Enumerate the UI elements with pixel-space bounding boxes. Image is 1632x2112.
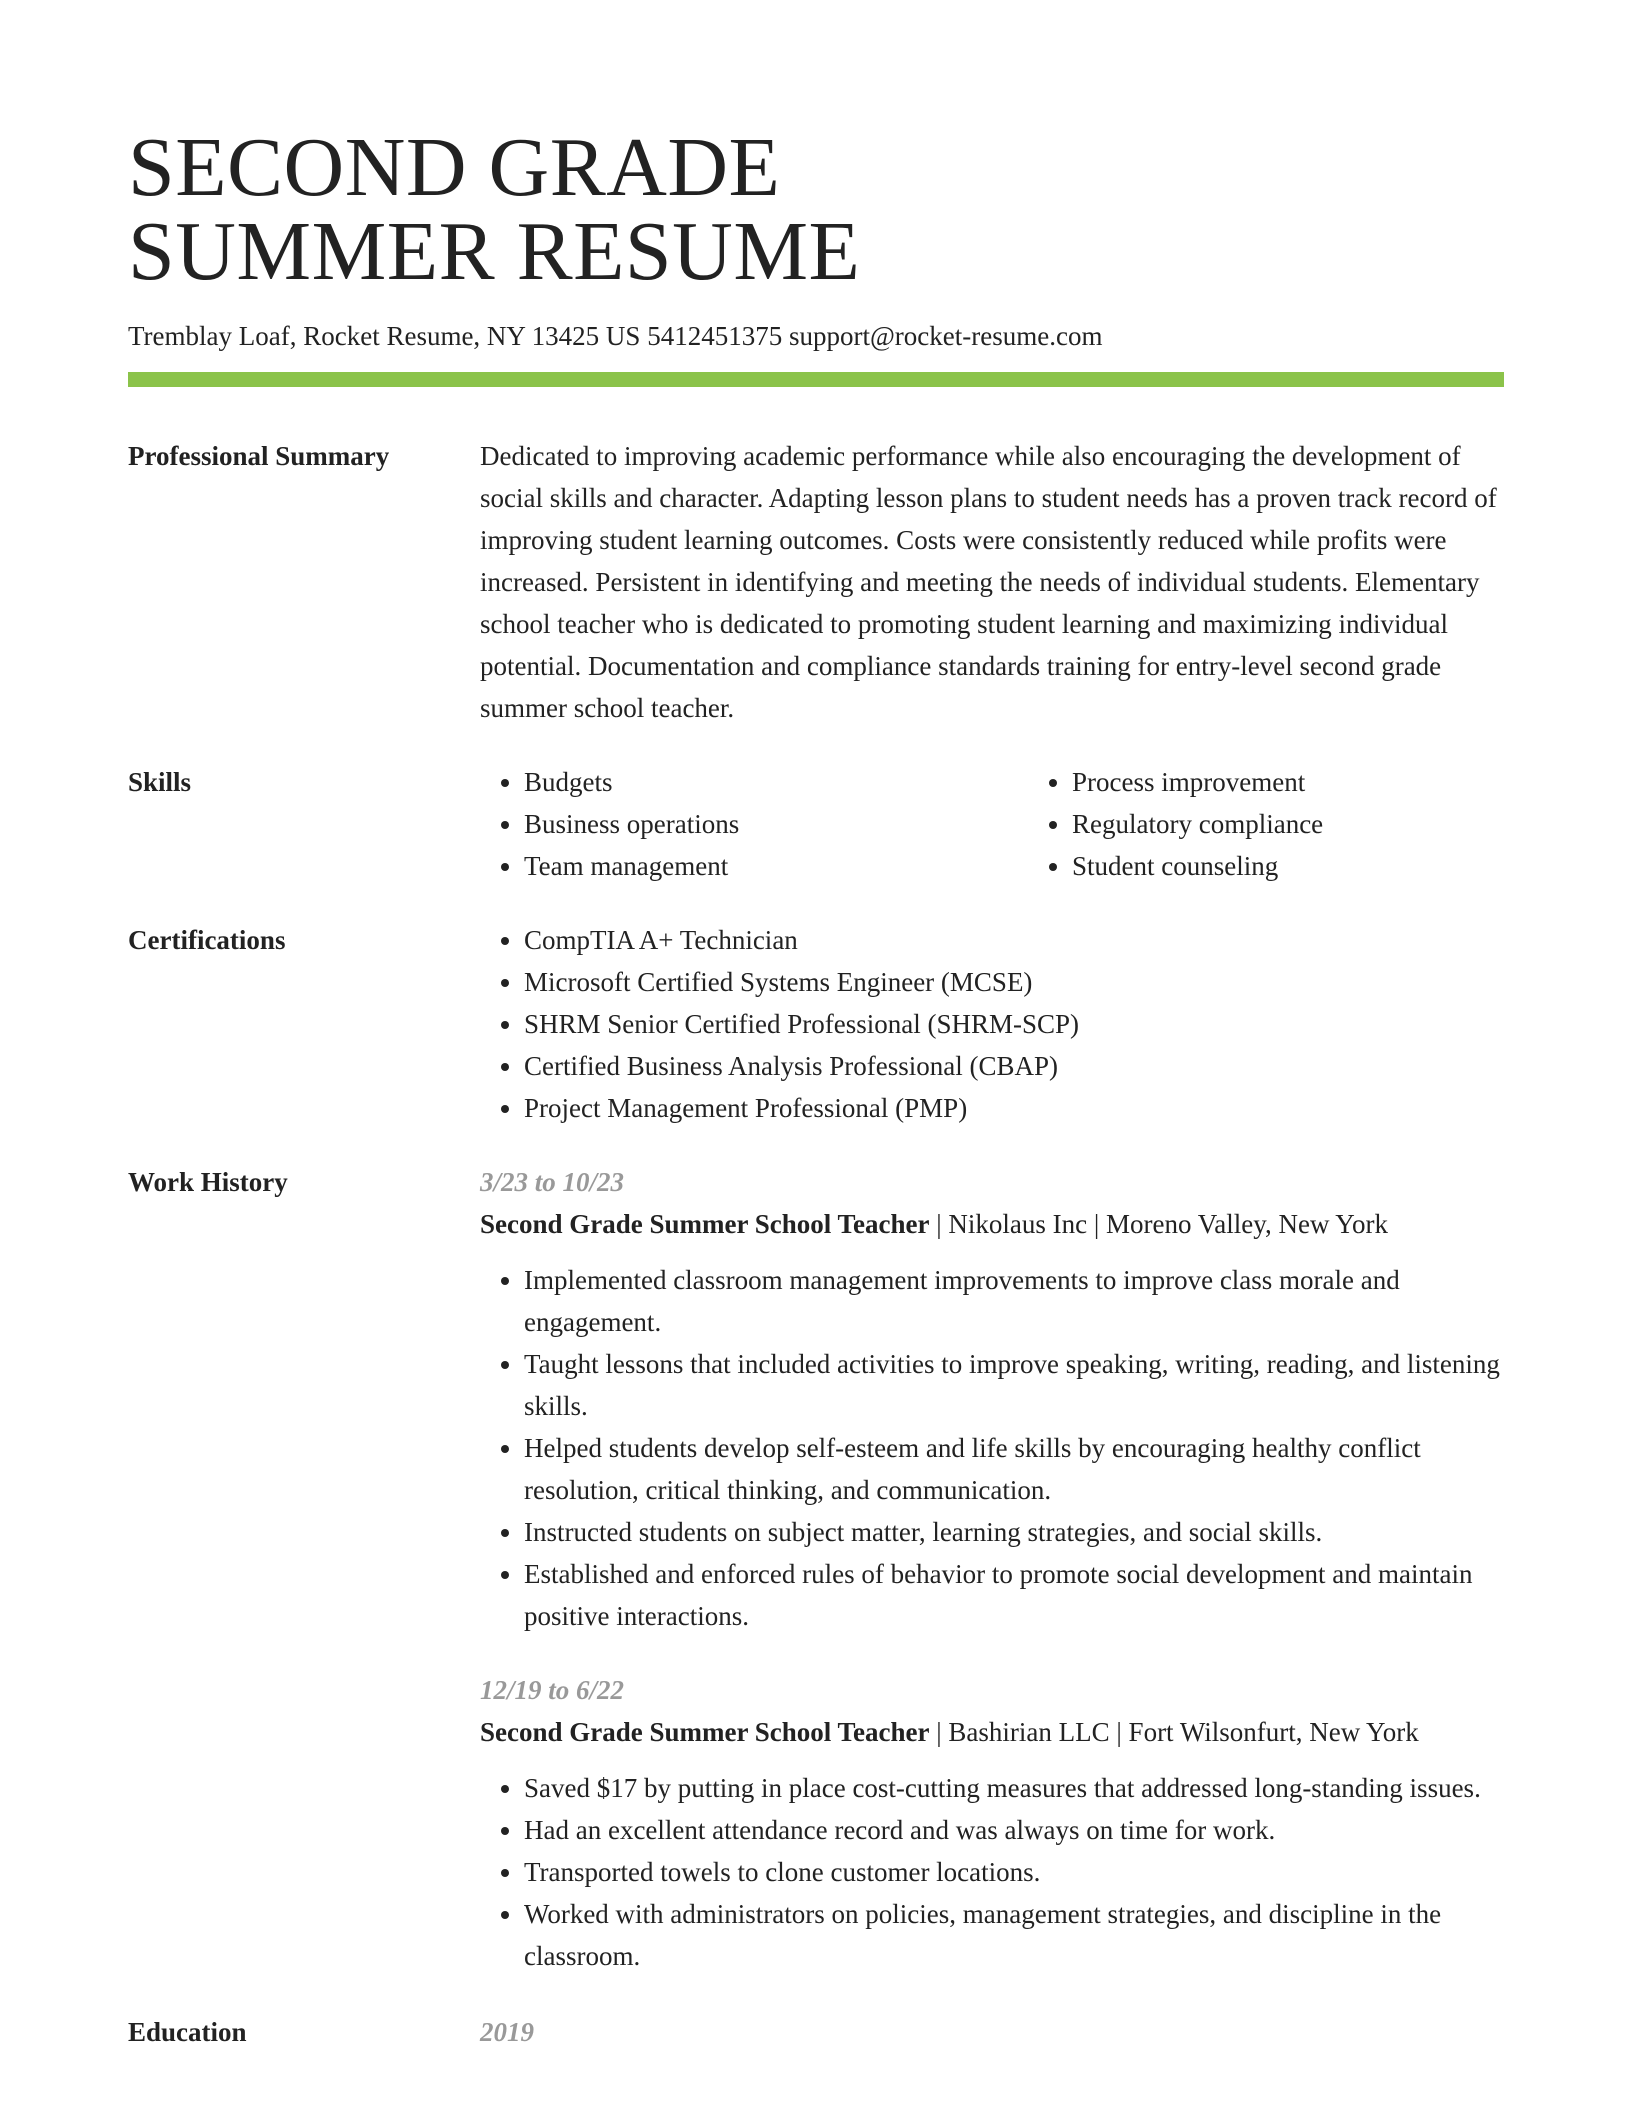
job-bullet: • Established and enforced rules of behavior to promote social development and maintain positive interactions. bbox=[524, 1553, 1504, 1637]
certification-item: • Project Management Professional (PMP) bbox=[524, 1087, 1504, 1129]
skills-section bbox=[128, 761, 1504, 887]
job-title: Second Grade Summer School Teacher bbox=[480, 1209, 930, 1239]
skills-list bbox=[480, 761, 1504, 887]
summary-text: Dedicated to improving academic performance while also encouraging the development of social skills and character. Adapting lesson plans to student needs has a proven track record of improving student learning outcomes. Costs were consistently reduced while profits were increased. Persistent in identifying and meeting the needs of individual students. Elementary school teacher who is dedicated to promoting student learning and maximizing individual potential. Documentation and compliance standards training for entry-level second grade summer school teacher. bbox=[480, 441, 1497, 723]
contact-line: Tremblay Loaf, Rocket Resume, NY 13425 US 5412451375 support@rocket-resume.com bbox=[128, 321, 1103, 351]
title-line-2: SUMMER RESUME bbox=[128, 205, 861, 298]
education-list bbox=[480, 2011, 1504, 2053]
summary-label: Professional Summary bbox=[128, 441, 390, 471]
resume-title bbox=[128, 121, 1504, 298]
resume-page bbox=[128, 121, 1504, 2053]
job-date: 12/19 to 6/22 bbox=[480, 1675, 625, 1705]
certification-item: • CompTIA A+ Technician bbox=[524, 919, 1504, 961]
job-bullet: • Transported towels to clone customer locations. bbox=[524, 1851, 1504, 1893]
job-bullet: • Helped students develop self-esteem and life skills by encouraging healthy conflict resolution, critical thinking, and communication. bbox=[524, 1427, 1504, 1511]
education-section bbox=[128, 2011, 1504, 2053]
job-employer-location: | Bashirian LLC | Fort Wilsonfurt, New York bbox=[929, 1717, 1419, 1747]
skill-item: • Process improvement bbox=[1072, 761, 1504, 803]
work-history-label: Work History bbox=[128, 1167, 288, 1197]
job-entry bbox=[480, 1669, 1504, 1977]
skill-item: • Budgets bbox=[524, 761, 1028, 803]
job-bullets bbox=[480, 1767, 1504, 1977]
skills-column-left bbox=[480, 761, 1028, 887]
job-bullet: • Worked with administrators on policies, management strategies, and discipline in the classroom. bbox=[524, 1893, 1504, 1977]
skill-item: • Student counseling bbox=[1072, 845, 1504, 887]
job-entry bbox=[480, 1161, 1504, 1637]
job-heading bbox=[480, 1711, 1504, 1753]
title-line-1: SECOND GRADE bbox=[128, 121, 781, 214]
summary-section bbox=[128, 435, 1504, 729]
certifications-list bbox=[480, 919, 1504, 1129]
work-history-list bbox=[480, 1161, 1504, 1977]
job-employer-location: | Nikolaus Inc | Moreno Valley, New York bbox=[929, 1209, 1389, 1239]
education-label: Education bbox=[128, 2017, 247, 2047]
certification-item: • SHRM Senior Certified Professional (SHRM-SCP) bbox=[524, 1003, 1504, 1045]
job-heading bbox=[480, 1203, 1504, 1245]
skill-item: • Regulatory compliance bbox=[1072, 803, 1504, 845]
job-title: Second Grade Summer School Teacher bbox=[480, 1717, 930, 1747]
education-date: 2019 bbox=[480, 2017, 534, 2047]
job-bullet: • Saved $17 by putting in place cost-cutting measures that addressed long-standing issues. bbox=[524, 1767, 1504, 1809]
skills-label: Skills bbox=[128, 767, 192, 797]
skill-item: • Business operations bbox=[524, 803, 1028, 845]
accent-divider bbox=[128, 372, 1504, 387]
job-bullets bbox=[480, 1259, 1504, 1637]
certification-item: • Certified Business Analysis Professional (CBAP) bbox=[524, 1045, 1504, 1087]
job-bullet: • Had an excellent attendance record and was always on time for work. bbox=[524, 1809, 1504, 1851]
certifications-label: Certifications bbox=[128, 925, 286, 955]
job-bullet: • Instructed students on subject matter, learning strategies, and social skills. bbox=[524, 1511, 1504, 1553]
job-bullet: • Taught lessons that included activities to improve speaking, writing, reading, and listening skills. bbox=[524, 1343, 1504, 1427]
work-history-section bbox=[128, 1161, 1504, 1977]
skill-item: • Team management bbox=[524, 845, 1028, 887]
certification-item: • Microsoft Certified Systems Engineer (MCSE) bbox=[524, 961, 1504, 1003]
job-date: 3/23 to 10/23 bbox=[480, 1167, 625, 1197]
certifications-section bbox=[128, 919, 1504, 1129]
job-bullet: • Implemented classroom management improvements to improve class morale and engagement. bbox=[524, 1259, 1504, 1343]
skills-column-right bbox=[1028, 761, 1504, 887]
